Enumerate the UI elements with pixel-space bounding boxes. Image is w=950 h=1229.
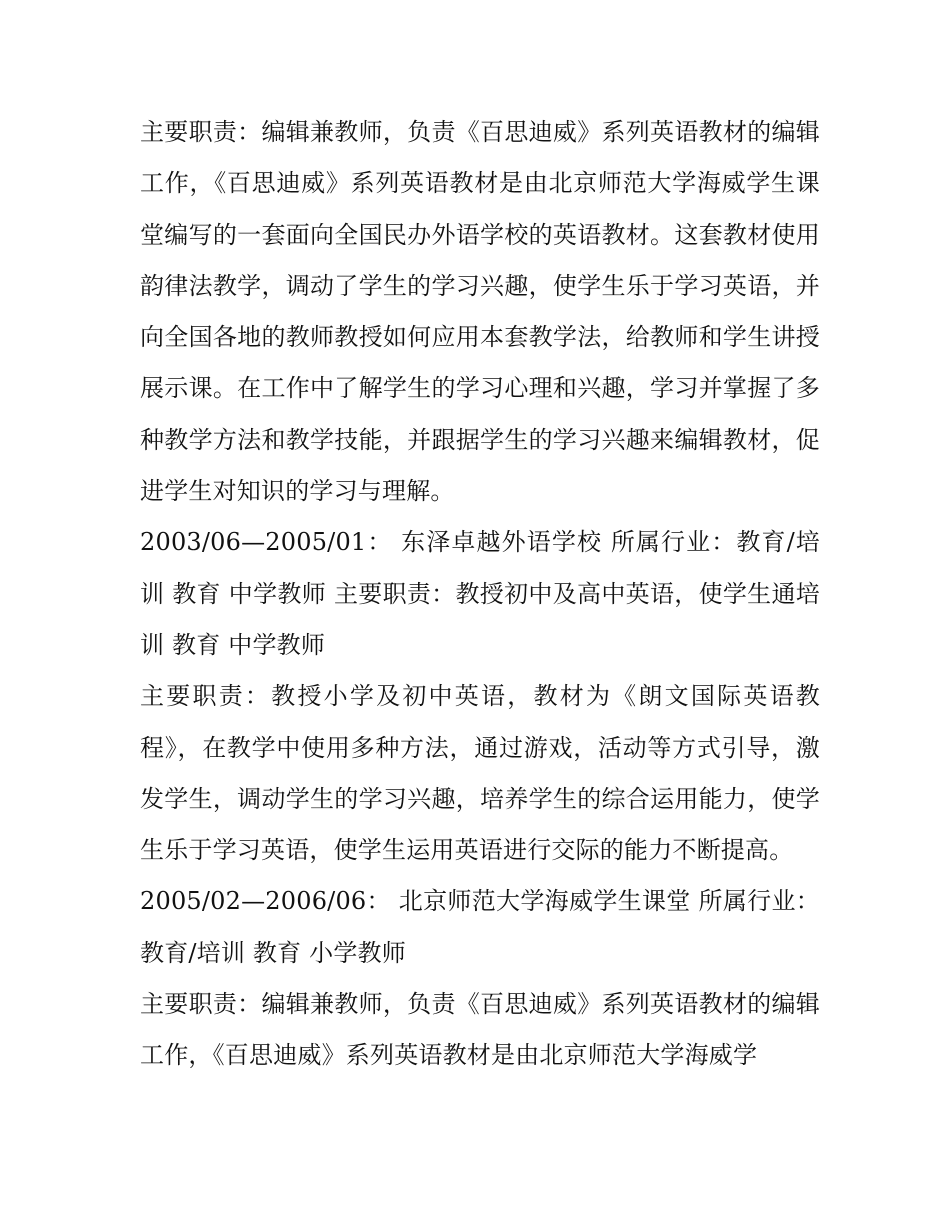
paragraph-employment-2003-2005: 2003/06—2005/01： 东泽卓越外语学校 所属行业：教育/培训 教育 中学教师 主要职责：教授初中及高中英语，使学生通培训 教育 中学教师 bbox=[140, 528, 820, 659]
paragraph-employment-2005-2006: 2005/02—2006/06： 北京师范大学海威学生课堂 所属行业：教育/培训 教育 小学教师 bbox=[140, 887, 820, 967]
paragraph-job-duties-3: 主要职责：编辑兼教师，负责《百思迪威》系列英语教材的编辑工作，《百思迪威》系列英语教材是由北京师范大学海威学 bbox=[140, 990, 820, 1070]
document-body bbox=[140, 107, 820, 1082]
paragraph-job-duties-1: 主要职责：编辑兼教师，负责《百思迪威》系列英语教材的编辑工作，《百思迪威》系列英语教材是由北京师范大学海威学生课堂编写的一套面向全国民办外语学校的英语教材。这套教材使用韵律法教学，调动了学生的学习兴趣，使学生乐于学习英语，并向全国各地的教师教授如何应用本套教学法，给教师和学生讲授展示课。在工作中了解学生的学习心理和兴趣，学习并掌握了多种教学方法和教学技能，并跟据学生的学习兴趣来编辑教材，促进学生对知识的学习与理解。 bbox=[140, 118, 820, 506]
paragraph-job-duties-2: 主要职责：教授小学及初中英语，教材为《朗文国际英语教程》，在教学中使用多种方法，通过游戏，活动等方式引导，激发学生，调动学生的学习兴趣，培养学生的综合运用能力，使学生乐于学习英语，使学生运用英语进行交际的能力不断提高。 bbox=[140, 682, 820, 865]
